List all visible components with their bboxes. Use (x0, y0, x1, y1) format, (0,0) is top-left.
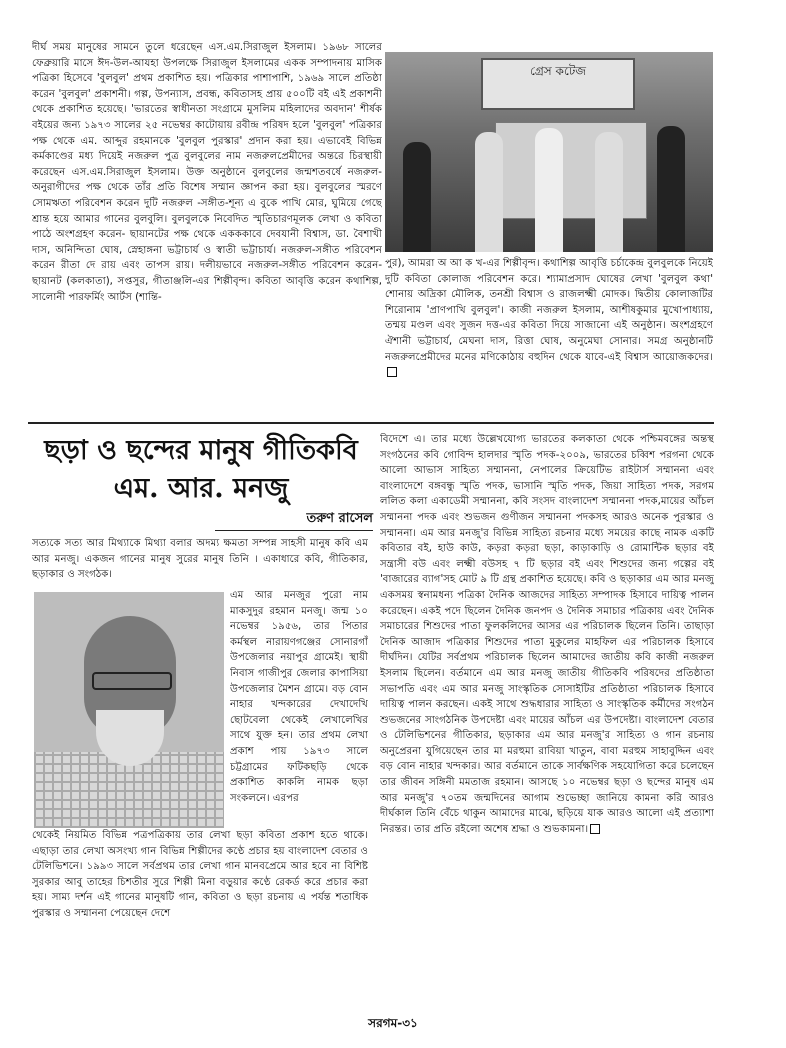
section-divider (28, 422, 714, 424)
article-left-bottom (32, 828, 368, 968)
article-right-column (380, 432, 714, 968)
intro-paragraph: সত্যকে সত্য আর মিথ্যাকে মিথ্যা বলার অদম্য ক্ষমতা সম্পন্ন সাহসী মানুষ কবি এম আর মনজু। একজন গানের মানুষ সুরের মানুষ তিনি । একাধারে কবি, গীতিকার, ছড়াকার ও সংগঠক। (32, 538, 368, 581)
photo-banner: গ্রেস কটেজ (481, 58, 635, 110)
article-top-right-column (385, 256, 713, 418)
photo-person (595, 132, 623, 252)
author-portrait (34, 592, 224, 828)
top-right-paragraph: পুর), আমরা অ আ ক খ-এর শিল্পীবৃন্দ। কথাশিল্প আবৃত্তি চর্চাকেন্দ্র বুলবুলকে নিয়েই দুটি কবিতা কোলাজ পরিবেশন করে। শ্যামাপ্রসাদ ঘোষের লেখা 'বুলবুল কথা' শোনায় অদ্রিকা মৌলিক, তনশ্রী বিশ্বাস ও রাজলক্ষ্মী মোদক। দ্বিতীয় কোলাজটির শিরোনাম 'প্রাণপাখি বুলবুল'। কাজী নজরুল ইসলাম, আশীষকুমার মুখোপাধ্যায়, তন্ময় মণ্ডল এবং সুজন দত্ত-এর কবিতা দিয়ে সাজানো এই অনুষ্ঠান। অংশগ্রহণে ঐশানী ভট্টাচার্য, মেঘনা দাস, রিত্তা ঘোষ, অনুমেঘা সোনার। সমগ্র অনুষ্ঠানটি নজরুলপ্রেমীদের মনের মণিকোঠায় বহুদিন থেকে যাবে-এই বিশ্বাস আয়োজকদের। (385, 258, 713, 363)
article-side-column (230, 588, 368, 828)
photo-person (657, 126, 685, 252)
end-mark-icon (590, 824, 600, 834)
author-byline: তরুণ রাসেল (215, 508, 373, 531)
photo-person (535, 128, 563, 252)
right-column-paragraph: বিদেশে এ। তার মধ্যে উল্লেখযোগ্য ভারতের কলকাতা থেকে পশ্চিমবঙ্গের অন্তস্থ সংগঠনের কবি গোবিন্দ হালদার স্মৃতি পদক-২০০৯, ভারতের চব্বিশ পরগনা থেকে আলো আভাস সাহিত্য সম্মাননা, নেপালের ক্রিয়েটিভ রাইটার্স সম্মাননা এবং বাংলাদেশে বঙ্গবন্ধু স্মৃতি পদক, ভাসানি স্মৃতি পদক, জিয়া সাহিত্য পদক, সরগম ললিত কলা একাডেমী সম্মাননা, কবি সংসদ বাংলাদেশ সম্মাননা পদক,মায়ের আঁচল সম্মাননা পদক এবং শুভজন গুণীজন সম্মাননা পদকসহ আরও অনেক পুরস্কার ও সম্মাননা। এম আর মনজু'র বিভিন্ন সাহিত্য রচনার মধ্যে সময়ের কাছে নামক একটি কবিতার বই, হাউ কাউ, কড়রা কড়রা ছড়া, কাড়াকাড়ি ও রোমান্টিক ছড়ার বই সন্ত্রাসী বউ এবং লক্ষ্মী বউসহ ৭ টি ছড়ার বই এবং শিশুদের জন্য গল্পের বই 'বাজারের ব্যাগ'সহ মোট ৯ টি গ্রন্থ প্রকাশিত হয়েছে। কবি ও ছড়াকার এম আর মনজু একসময় স্বনামধন্য পত্রিকা দৈনিক আজদের সাহিত্য সম্পাদক হিসাবে দায়িত্ব পালন করেছেন। একই পদে ছিলেন দৈনিক জনপদ ও দৈনিক সমাচার পত্রিকায় এবং দৈনিক সমাচারের শিশুদের পাতা ফুলকলিদের আসর এর পরিচালক ছিলেন তিনি। তাছাড়া দৈনিক আজাদ পত্রিকার শিশুদের পাতা মুকুলের মাহফিল এর পরিচালক হিসাবে দীর্ঘদিন। যেটির সর্বপ্রথম পরিচালক ছিলেন আমাদের জাতীয় কবি কাজী নজরুল ইসলাম ছিলেন। বর্তমানে এম আর মনজু জাতীয় গীতিকবি পরিষদের প্রতিষ্ঠাতা সভাপতি এবং এম আর মনজু সাংস্কৃতিক সোসাইটির প্রতিষ্ঠাতা পরিচালক হিসাবে দায়িত্ব পালন করছেন। একই সাথে শুদ্ধধারার সাহিত্য ও সাংস্কৃতিক কর্মীদের সংগঠন শুভজনের সাংগঠনিক উপদেষ্টা এবং মায়ের আঁচল এর উপদেষ্টা। বাংলাদেশ বেতার ও টেলিভিশনের গীতিকার, ছড়াকার এম আর মনজু'র সাহিত্য ও গান রচনায় অনুপ্রেরনা যুগিয়েছেন তার মা মরহুমা রাবিয়া খাতুন, বাবা মরহুম সাহাবুদ্দিন এবং বড় বোন নাহার খন্দকার। আর বর্তমানে তাকে সার্বক্ষণিক সহযোগিতা করে চলেছেন তার জীবন সঙ্গিনী মমতাজ রহমান। আসছে ১০ নভেম্বর ছড়া ও ছন্দের মানুষ এম আর মনজু'র ৭০তম জন্মদিনের আগাম শুভেচ্ছা জানিয়ে কামনা করি আরও দীর্ঘকাল তিনি বেঁচে থাকুন আমাদের মাঝে, ছড়িয়ে যাক আরও আলো এই প্রত্যাশা নিরন্তর। তার প্রতি রইলো অশেষ শ্রদ্ধা ও শুভকামনা। (380, 434, 714, 835)
end-mark-icon (387, 367, 397, 377)
photo-person (475, 132, 503, 252)
photo-poster (495, 122, 647, 219)
photo-person (403, 142, 431, 252)
top-left-paragraph: দীর্ঘ সময় মানুষের সামনে তুলে ধরেছেন এস.এম.সিরাজুল ইসলাম। ১৯৬৮ সালের ফেব্রুয়ারি মাসে ঈদ-উল-আযহা উপলক্ষে সিরাজুল ইসলামের একক সম্পাদনায় মাসিক পত্রিকা হিসেবে 'বুলবুল' প্রথম প্রকাশিত হয়। পত্রিকার পাশাপাশি, ১৯৬৯ সালে প্রতিষ্ঠা করেন 'বুলবুল' প্রকাশনী। গল্প, উপন্যাস, প্রবন্ধ, কবিতাসহ প্রায় ৫০০টি বই এই প্রকাশনী থেকে প্রকাশিত হয়েছে। 'ভারতের স্বাধীনতা সংগ্রামে মুসলিম মহিলাদের অবদান' শীর্ষক বইয়ের জন্য ১৯৭৩ সালের ২৫ নভেম্বর কাটোয়ায় রবীন্দ্র পরিষদ হলে 'বুলবুল' পত্রিকার পক্ষ থেকে এম. আব্দুর রহমানকে 'বুলবুল পুরস্কার' প্রদান করা হয়। এভাবেই বিভিন্ন কর্মকাণ্ডের মধ্য দিয়েই নজরুল পুত্র বুলবুলের নাম নজরুলপ্রেমীদের অন্তরে চিরস্থায়ী করেছেন এস.এম.সিরাজুল ইসলাম। উক্ত অনুষ্ঠানে বুলবুলের জন্মশতবর্ষে নজরুল-অনুরাগীদের পক্ষ থেকে তাঁর প্রতি বিশেষ সম্মান জ্ঞাপন করা হয়। বুলবুলের স্মরণে সোমঋতা পরিবেশন করেন দুটি নজরুল -সঙ্গীত-শূন্য এ বুকে পাখি মোর, ঘুমিয়ে গেছে শ্রান্ত হয়ে আমার গানের বুলবুলি। বুলবুলকে নিবেদিত স্মৃতিচারণমূলক লেখা ও কবিতা পাঠে অংশগ্রহণ করেন- ছায়ানটের পক্ষ থেকে একককাবে দেবযানী বিশ্বাস, ডা. বৈশাখী দাস, অনিন্দিতা ঘোষ, স্নেহাঙ্গনা ভট্টাচার্য ও স্বাতী ভট্টাচার্য। নজরুল-সঙ্গীত পরিবেশন করেন রীতা দে রায় এবং তাপস রায়। দলীয়ভাবে নজরুল-সঙ্গীত পরিবেশন করেন- ছায়ানট (কলকাতা), সপ্তসুর, গীতাঞ্জলি-এর শিল্পীবৃন্দ। কবিতা আবৃত্তি করেন কথাশিল্প, সালোনী পারফর্মিং আর্টস (শান্তি- (32, 42, 382, 303)
event-photo (385, 52, 713, 252)
article-intro (32, 536, 368, 588)
page-footer: সরগম-৩১ (368, 1016, 418, 1030)
portrait-glasses (92, 672, 172, 690)
side-paragraph: এম আর মনজুর পুরো নাম মাকসুদুর রহমান মনজু। জন্ম ১০ নভেম্বর ১৯৫৬, তার পিতার কর্মস্থল নারায়ণগঞ্জের সোনারগাঁ উপজেলার নয়াপুর গ্রামেই। স্থায়ী নিবাস গাজীপুর জেলার কাপাসিয়া উপজেলার মৈশন গ্রামে। বড় বোন নাহার খন্দকারের দেখাদেখি ছোটবেলা থেকেই লেখালেখির সাথে যুক্ত হন। তার প্রথম লেখা প্রকাশ পায় ১৯৭৩ সালে চট্টগ্রামের ফটিকছড়ি থেকে প্রকাশিত কাকলি নামক ছড়া সংকলনে। এরপর (230, 590, 368, 804)
article-top-left-column (32, 40, 382, 418)
article-headline: ছড়া ও ছন্দের মানুষ গীতিকবি এম. আর. মনজু (44, 435, 358, 504)
left-bottom-paragraph: থেকেই নিয়মিত বিভিন্ন পত্রপত্রিকায় তার লেখা ছড়া কবিতা প্রকাশ হতে থাকে। এছাড়া তার লেখা অসংখ্য গান বিভিন্ন শিল্পীদের কণ্ঠে প্রচার হয় বাংলাদেশ বেতার ও টেলিভিশনে। ১৯৯৩ সালে সর্বপ্রথম তার লেখা গান মানবপ্রেমে আর হবে না বিশিষ্ট সুরকার আবু তাহের চিশতীর সুরে শিল্পী মিনা বড়ুয়ার কণ্ঠে রেকর্ড করে প্রচার করা হয়। সাম্য দর্শন এই গানের মানুষটি গান, কবিতা ও ছড়া রচনায় এ পর্যন্ত শতাধিক পুরস্কার ও সম্মাননা পেয়েছেন দেশে (32, 830, 368, 919)
